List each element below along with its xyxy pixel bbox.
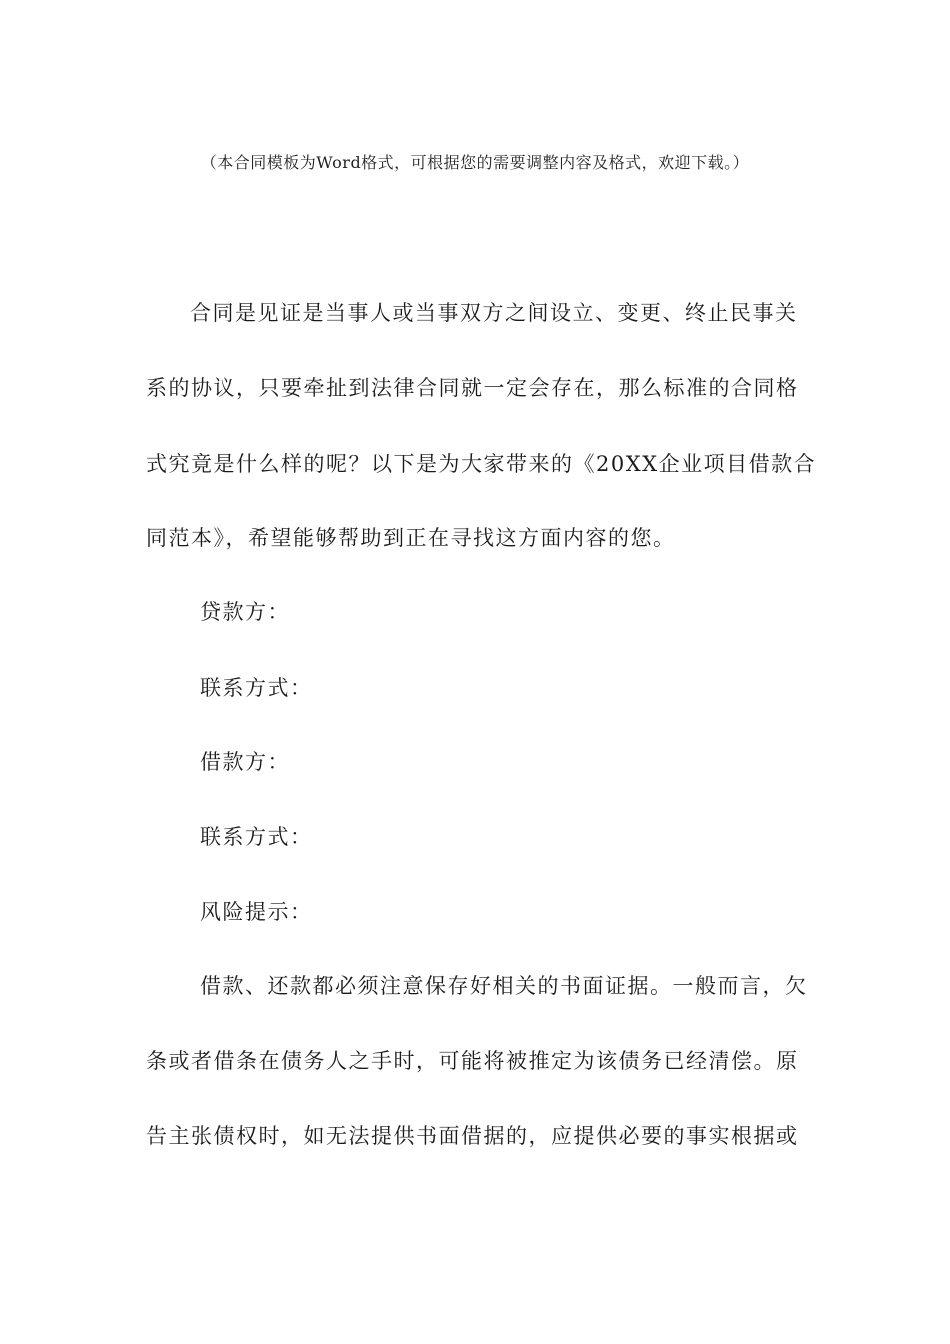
borrower-contact-label: 联系方式： xyxy=(200,825,313,849)
lender-contact-label: 联系方式： xyxy=(200,676,313,700)
intro-line-1: 合同是见证是当事人或当事双方之间设立、变更、终止民事关 xyxy=(190,301,798,325)
lender-label: 贷款方： xyxy=(200,600,290,624)
intro-line-4: 同范本》，希望能够帮助到正在寻找这方面内容的您。 xyxy=(146,526,676,550)
intro-line-2: 系的协议，只要牵扯到法律合同就一定会存在，那么标准的合同格 xyxy=(146,376,799,400)
risk-line-2: 条或者借条在债务人之手时，可能将被推定为该债务已经清偿。原 xyxy=(146,1049,799,1073)
intro-line-3: 式究竟是什么样的呢？以下是为大家带来的《20XX企业项目借款合 xyxy=(146,452,817,476)
risk-line-1: 借款、还款都必须注意保存好相关的书面证据。一般而言，欠 xyxy=(200,974,808,998)
risk-line-3: 告主张债权时，如无法提供书面借据的，应提供必要的事实根据或 xyxy=(146,1124,799,1148)
template-note: （本合同模板为Word格式，可根据您的需要调整内容及格式，欢迎下载。） xyxy=(200,153,750,172)
borrower-label: 借款方： xyxy=(200,750,290,774)
risk-heading: 风险提示： xyxy=(200,900,313,924)
